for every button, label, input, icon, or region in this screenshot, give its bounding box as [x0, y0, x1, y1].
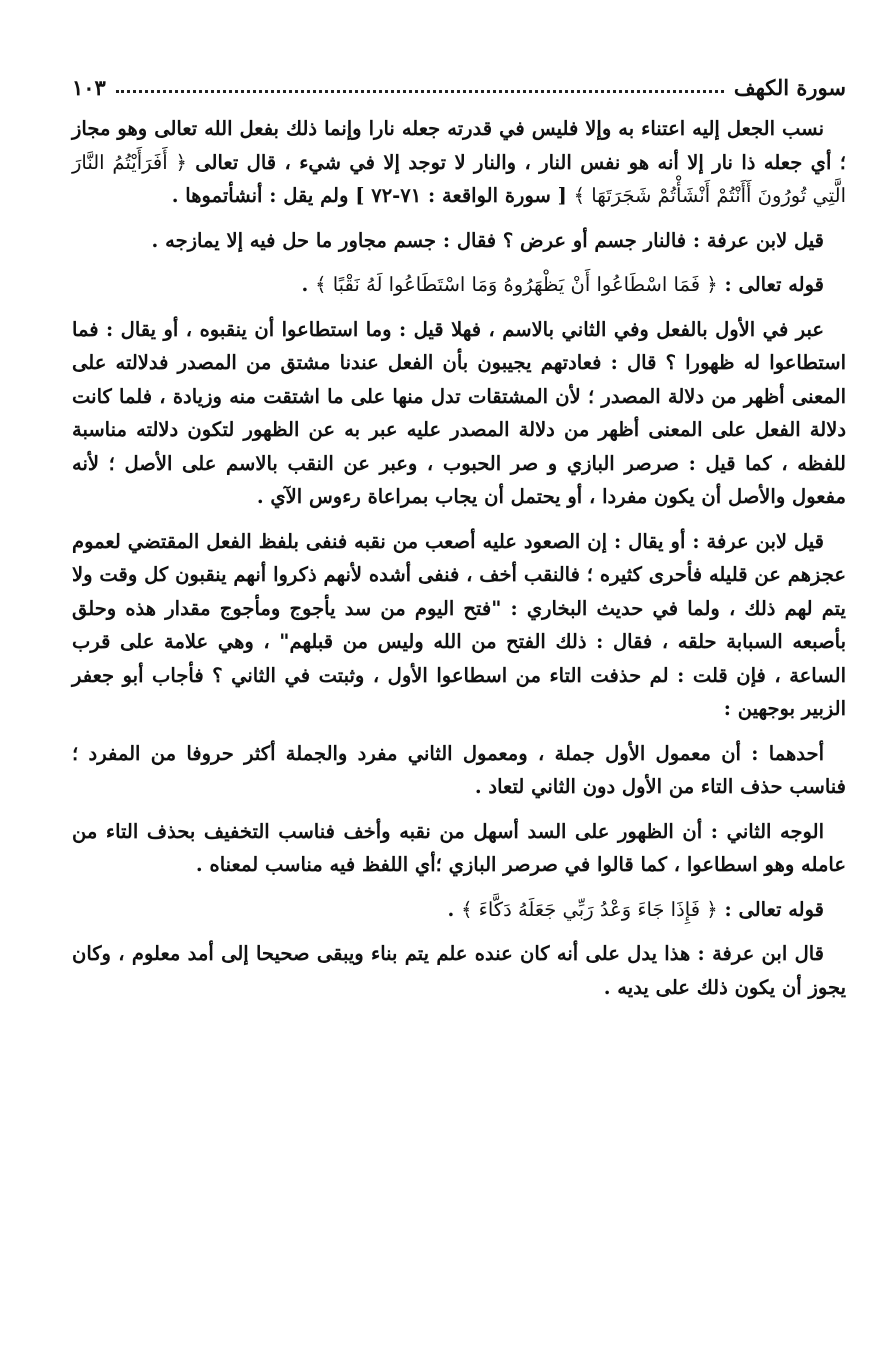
- paragraph-text: قوله تعالى :: [717, 897, 824, 921]
- quran-verse: ﴿ أَفَرَأَيْتُمُ النَّارَ الَّتِي تُورُونَ أَأَنْتُمْ أَنْشَأْتُمْ شَجَرَتَهَا ﴾: [72, 150, 846, 207]
- paragraph-text: أحدهما : أن معمول الأول جملة ، ومعمول الثاني مفرد والجملة أكثر حروفا من المفرد ؛ فناسب حذف التاء من الأول دون الثاني لتعاد .: [72, 741, 846, 798]
- paragraph: [72, 937, 846, 1004]
- paragraph: [72, 893, 846, 927]
- header-dotted-leader: [116, 90, 724, 93]
- paragraph-text: قيل لابن عرفة : أو يقال : إن الصعود عليه أصعب من نقبه فنفى بلفظ الفعل المقتضي لعموم عجزهم عن قليله فأحرى كثيره ؛ فالنقب أخف ، فنفى أشده لأنهم ذكروا أنهم ينقبون كل وقت ولا يتم لهم ذلك ، ولما في حديث البخاري : "فتح اليوم من سد يأجوج ومأجوج مقدار هذه وحلق بأصبعه السبابة حلقه ، فقال : ذلك الفتح من الله وليس من قبلهم" ، وهي علامة على قرب الساعة ، فإن قلت : لم حذفت التاء من اسطاعوا الأول ، وثبتت في الثاني ؟ فأجاب أبو جعفر الزبير بوجهين :: [72, 529, 846, 720]
- page-number: ١٠٣: [72, 74, 106, 100]
- paragraph-text: قيل لابن عرفة : فالنار جسم أو عرض ؟ فقال : جسم مجاور ما حل فيه إلا يمازجه .: [151, 228, 824, 252]
- paragraph-text: .: [447, 897, 462, 921]
- body-text: [72, 112, 846, 1015]
- paragraph: [72, 525, 846, 726]
- quran-verse: ﴿ فَإِذَا جَاءَ وَعْدُ رَبِّي جَعَلَهُ دَكَّاءَ ﴾: [461, 897, 718, 921]
- paragraph: [72, 313, 846, 514]
- paragraph-text: قوله تعالى :: [717, 273, 824, 296]
- paragraph-text: عبر في الأول بالفعل وفي الثاني بالاسم ، فهلا قيل : وما استطاعوا أن ينقبوه ، أو يقال : فما استطاعوا له ظهورا ؟ قال : فعادتهم يجيبون بأن الفعل عندنا مشتق من المصدر فدلالته على المعنى أظهر من دلالة المصدر ؛ لأن المشتقات تدل منها على ما اشتقت منه وزيادة ، فلما كانت دلالة الفعل على المعنى أظهر من دلالة المصدر عليه عبر به عن الظهور لتكون دلالته مناسبة للفظه ، كما قيل : صرصر البازي و صر الحبوب ، وعبر عن النقب بالاسم على الأصل ؛ لأنه مفعول والأصل أن يكون مفردا ، أو يحتمل أن يجاب بمراعاة رءوس الآي .: [72, 317, 846, 508]
- paragraph: [72, 815, 846, 882]
- paragraph: [72, 268, 846, 302]
- paragraph: [72, 112, 846, 213]
- paragraph-text: قال ابن عرفة : هذا يدل على أنه كان عنده علم يتم بناء ويبقى صحيحا إلى أمد معلوم ، وكان يجوز أن يكون ذلك على يديه .: [72, 942, 846, 999]
- quran-verse: ﴿ فَمَا اسْطَاعُوا أَنْ يَظْهَرُوهُ وَمَا اسْتَطَاعُوا لَهُ نَقْبًا ﴾: [315, 273, 718, 296]
- paragraph-text: نسب الجعل إليه اعتناء به وإلا فليس في قدرته جعله نارا وإنما ذلك بفعل الله تعالى وهو مجاز ؛ أي جعله ذا نار إلا أنه هو نفس النار ، والنار لا توجد إلا في شيء ، قال تعالى: [72, 117, 846, 174]
- running-header: [72, 70, 846, 104]
- paragraph-text: الوجه الثاني : أن الظهور على السد أسهل من نقبه وأخف فناسب التخفيف بحذف التاء من عامله وهو اسطاعوا ، كما قالوا في صرصر البازي ؛أي اللفظ فيه مناسب لمعناه .: [72, 819, 846, 876]
- paragraph-text: [ سورة الواقعة : ٧١-٧٢ ] ولم يقل : أنشأتموها .: [171, 184, 574, 207]
- paragraph: [72, 224, 846, 258]
- surah-title: سورة الكهف: [733, 74, 846, 100]
- paragraph-text: .: [301, 273, 316, 296]
- paragraph: [72, 737, 846, 804]
